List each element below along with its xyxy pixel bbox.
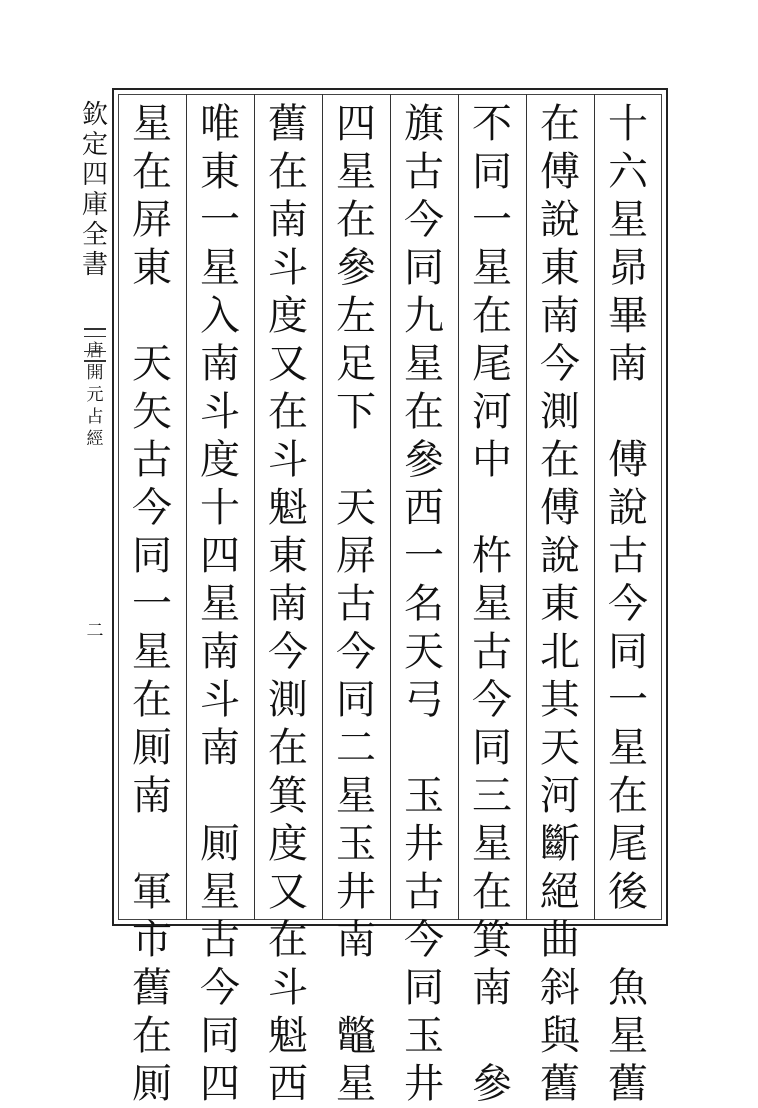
- glyph: 同: [404, 965, 444, 1011]
- glyph: [122, 820, 182, 868]
- glyph: 古: [336, 581, 376, 627]
- book-title-char: 全: [81, 220, 108, 250]
- text-column: [190, 100, 250, 1108]
- glyph: 度: [268, 821, 308, 867]
- glyph: 井: [404, 821, 444, 867]
- glyph: 斗: [200, 389, 240, 435]
- glyph: 入: [200, 293, 240, 339]
- section-title-char: 開: [86, 363, 104, 383]
- column-rule: [390, 94, 391, 920]
- glyph: 今: [132, 485, 172, 531]
- glyph: 南: [608, 341, 648, 387]
- glyph: 傅: [540, 485, 580, 531]
- glyph: 在: [268, 725, 308, 771]
- glyph: 星: [200, 581, 240, 627]
- glyph: 曲: [540, 917, 580, 963]
- glyph: 參: [472, 1061, 512, 1107]
- glyph: 魁: [268, 1013, 308, 1059]
- glyph: 古: [608, 533, 648, 579]
- glyph: 度: [268, 293, 308, 339]
- glyph: 二: [336, 725, 376, 771]
- glyph: 箕: [268, 773, 308, 819]
- section-title-char: 占: [86, 407, 104, 427]
- glyph: 厠: [132, 725, 172, 771]
- glyph: 一: [404, 533, 444, 579]
- text-column: [258, 100, 318, 1108]
- glyph: 同: [404, 245, 444, 291]
- glyph: 一: [200, 197, 240, 243]
- glyph: [598, 916, 658, 964]
- column-rule: [254, 94, 255, 920]
- glyph: [598, 388, 658, 436]
- glyph: 星: [200, 245, 240, 291]
- glyph: 斗: [268, 965, 308, 1011]
- glyph: 絕: [540, 869, 580, 915]
- glyph: 舊: [608, 1061, 648, 1107]
- glyph: 同: [336, 677, 376, 723]
- glyph: 古: [404, 149, 444, 195]
- glyph: 古: [472, 629, 512, 675]
- glyph: 在: [132, 149, 172, 195]
- text-column: [122, 100, 182, 1108]
- glyph: 同: [472, 725, 512, 771]
- section-title-char: 元: [86, 385, 104, 405]
- glyph: 杵: [472, 533, 512, 579]
- glyph: 四: [200, 1061, 240, 1107]
- glyph: 星: [472, 581, 512, 627]
- glyph: 測: [268, 677, 308, 723]
- glyph: 說: [540, 197, 580, 243]
- glyph: 一: [472, 197, 512, 243]
- glyph: 星: [472, 821, 512, 867]
- glyph: 今: [404, 917, 444, 963]
- glyph: 其: [540, 677, 580, 723]
- glyph: 度: [200, 437, 240, 483]
- glyph: 十: [608, 101, 648, 147]
- text-column: [326, 100, 386, 1108]
- column-rule: [322, 94, 323, 920]
- glyph: 西: [404, 485, 444, 531]
- glyph: 井: [404, 1061, 444, 1107]
- glyph: 旗: [404, 101, 444, 147]
- glyph: 在: [268, 389, 308, 435]
- glyph: [462, 1012, 522, 1060]
- glyph: 南: [200, 341, 240, 387]
- glyph: 西: [268, 1061, 308, 1107]
- glyph: 今: [608, 581, 648, 627]
- glyph: 星: [608, 197, 648, 243]
- glyph: 在: [608, 773, 648, 819]
- glyph: 左: [336, 293, 376, 339]
- glyph: 星: [608, 725, 648, 771]
- glyph: 斗: [268, 437, 308, 483]
- margin-strip: [78, 100, 112, 642]
- glyph: 九: [404, 293, 444, 339]
- glyph: 在: [132, 677, 172, 723]
- glyph: 傅: [608, 437, 648, 483]
- glyph: 東: [200, 149, 240, 195]
- glyph: 東: [132, 245, 172, 291]
- glyph: 在: [268, 917, 308, 963]
- glyph: [462, 484, 522, 532]
- glyph: 今: [268, 629, 308, 675]
- glyph: 又: [268, 869, 308, 915]
- fishtail-mark-icon: [84, 328, 106, 362]
- glyph: 舊: [268, 101, 308, 147]
- glyph: 南: [540, 293, 580, 339]
- glyph: 厠: [132, 1061, 172, 1107]
- glyph: 南: [200, 629, 240, 675]
- glyph: 在: [540, 101, 580, 147]
- glyph: 後: [608, 869, 648, 915]
- glyph: 斗: [268, 245, 308, 291]
- glyph: 古: [404, 869, 444, 915]
- glyph: 市: [132, 917, 172, 963]
- glyph: 三: [472, 773, 512, 819]
- glyph: 舊: [132, 965, 172, 1011]
- glyph: 南: [336, 917, 376, 963]
- glyph: 斜: [540, 965, 580, 1011]
- glyph: 四: [336, 101, 376, 147]
- column-rule: [526, 94, 527, 920]
- glyph: 下: [336, 389, 376, 435]
- glyph: 十: [200, 485, 240, 531]
- glyph: 同: [200, 1013, 240, 1059]
- glyph: 今: [540, 341, 580, 387]
- glyph: 南: [268, 197, 308, 243]
- glyph: 星: [132, 101, 172, 147]
- glyph: 傅: [540, 149, 580, 195]
- glyph: 一: [608, 677, 648, 723]
- glyph: 東: [540, 245, 580, 291]
- glyph: 在: [540, 437, 580, 483]
- glyph: 軍: [132, 869, 172, 915]
- glyph: 星: [336, 149, 376, 195]
- glyph: 唯: [200, 101, 240, 147]
- text-column: [394, 100, 454, 1108]
- glyph: 屏: [336, 533, 376, 579]
- book-title-char: 書: [81, 250, 108, 280]
- glyph: 一: [132, 581, 172, 627]
- glyph: 鼈: [336, 1013, 376, 1059]
- glyph: 昴: [608, 245, 648, 291]
- glyph: 厠: [200, 821, 240, 867]
- glyph: 玉: [404, 773, 444, 819]
- glyph: [326, 964, 386, 1012]
- book-title-char: 四: [81, 160, 108, 190]
- glyph: 今: [200, 965, 240, 1011]
- glyph: 舊: [540, 1061, 580, 1107]
- glyph: 魁: [268, 485, 308, 531]
- glyph: 河: [472, 389, 512, 435]
- book-title-char: 欽: [81, 100, 108, 130]
- book-title-char: 庫: [81, 190, 108, 220]
- glyph: 在: [336, 197, 376, 243]
- glyph: 畢: [608, 293, 648, 339]
- glyph: 今: [336, 629, 376, 675]
- glyph: 箕: [472, 917, 512, 963]
- glyph: 天: [404, 629, 444, 675]
- glyph: 在: [472, 293, 512, 339]
- glyph: 魚: [608, 965, 648, 1011]
- glyph: 河: [540, 773, 580, 819]
- column-rule: [458, 94, 459, 920]
- glyph: 天: [540, 725, 580, 771]
- glyph: 參: [404, 437, 444, 483]
- glyph: 足: [336, 341, 376, 387]
- glyph: 在: [472, 869, 512, 915]
- glyph: 矢: [132, 389, 172, 435]
- glyph: 星: [472, 245, 512, 291]
- glyph: 屏: [132, 197, 172, 243]
- glyph: 名: [404, 581, 444, 627]
- glyph: 星: [336, 1061, 376, 1107]
- book-title-char: 定: [81, 130, 108, 160]
- glyph: 古: [132, 437, 172, 483]
- glyph: 中: [472, 437, 512, 483]
- glyph: 尾: [608, 821, 648, 867]
- section-title-char: 經: [86, 429, 104, 449]
- section-title-char: 唐: [86, 341, 104, 361]
- page-number: 二: [86, 621, 104, 641]
- glyph: 與: [540, 1013, 580, 1059]
- glyph: 弓: [404, 677, 444, 723]
- glyph: 天: [132, 341, 172, 387]
- glyph: 在: [132, 1013, 172, 1059]
- column-rule: [186, 94, 187, 920]
- glyph: 同: [608, 629, 648, 675]
- glyph: [394, 724, 454, 772]
- glyph: 在: [268, 149, 308, 195]
- glyph: 斷: [540, 821, 580, 867]
- glyph: 天: [336, 485, 376, 531]
- glyph: 星: [200, 869, 240, 915]
- glyph: 同: [472, 149, 512, 195]
- glyph: 今: [404, 197, 444, 243]
- glyph: 古: [200, 917, 240, 963]
- text-column: [598, 100, 658, 1108]
- text-column: [530, 100, 590, 1108]
- glyph: 測: [540, 389, 580, 435]
- glyph: 北: [540, 629, 580, 675]
- glyph: 星: [608, 1013, 648, 1059]
- glyph: 玉: [336, 821, 376, 867]
- text-column: [462, 100, 522, 1108]
- glyph: 星: [404, 341, 444, 387]
- glyph: 說: [608, 485, 648, 531]
- glyph: 南: [200, 725, 240, 771]
- glyph: 南: [132, 773, 172, 819]
- glyph: 東: [268, 533, 308, 579]
- glyph: 斗: [200, 677, 240, 723]
- glyph: [122, 292, 182, 340]
- glyph: [190, 772, 250, 820]
- column-rule: [594, 94, 595, 920]
- glyph: [326, 436, 386, 484]
- glyph: 說: [540, 533, 580, 579]
- glyph: 又: [268, 341, 308, 387]
- glyph: 井: [336, 869, 376, 915]
- glyph: 在: [404, 389, 444, 435]
- glyph: 參: [336, 245, 376, 291]
- glyph: 玉: [404, 1013, 444, 1059]
- glyph: 南: [268, 581, 308, 627]
- glyph: 星: [336, 773, 376, 819]
- glyph: 東: [540, 581, 580, 627]
- glyph: 今: [472, 677, 512, 723]
- glyph: 星: [132, 629, 172, 675]
- glyph: 尾: [472, 341, 512, 387]
- glyph: 四: [200, 533, 240, 579]
- glyph: 六: [608, 149, 648, 195]
- glyph: 同: [132, 533, 172, 579]
- glyph: 不: [472, 101, 512, 147]
- glyph: 南: [472, 965, 512, 1011]
